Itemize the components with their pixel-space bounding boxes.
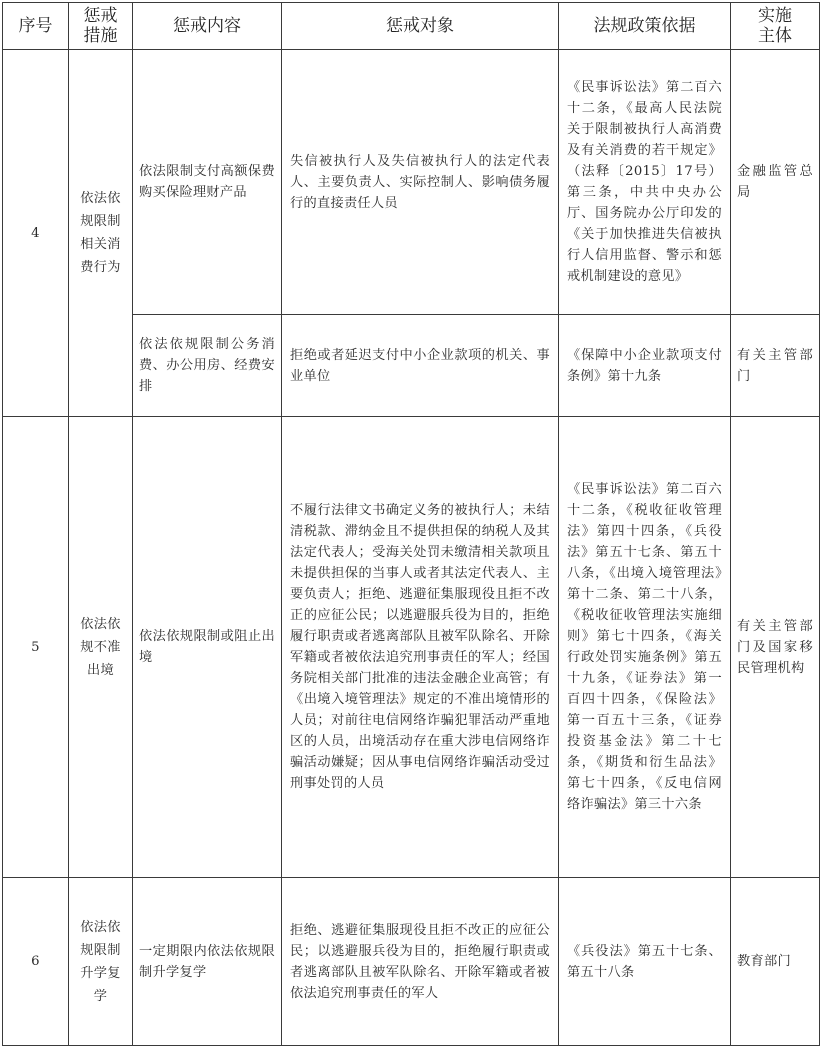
row6-content: 一定期限内依法依规限制升学复学 [133, 878, 282, 1046]
row5-agency: 有关主管部门及国家移民管理机构 [731, 417, 820, 878]
header-basis: 法规政策依据 [559, 3, 731, 50]
row6-basis: 《兵役法》第五十七条、第五十八条 [559, 878, 731, 1046]
row6-no: 6 [3, 878, 69, 1046]
row4b-target: 拒绝或者延迟支付中小企业款项的机关、事业单位 [282, 315, 559, 417]
row4a-basis: 《民事诉讼法》第二百六十二条，《最高人民法院关于限制被执行人高消费及有关消费的若干规定》（法释〔2015〕17号）第三条，中共中央办公厅、国务院办公厅印发的《关于加快推进失信被执行人信用监督、警示和惩戒机制建设的意见》 [559, 50, 731, 315]
table-row [3, 878, 820, 1046]
row4-measure: 依法依规限制相关消费行为 [69, 50, 133, 417]
row6-agency: 教育部门 [731, 878, 820, 1046]
row6-measure: 依法依规限制升学复学 [69, 878, 133, 1046]
row5-measure: 依法依规不准出境 [69, 417, 133, 878]
header-measure-line1: 惩戒 [83, 6, 118, 26]
row5-target: 不履行法律文书确定义务的被执行人；未结清税款、滞纳金且不提供担保的纳税人及其法定代表人；受海关处罚未缴清相关款项且未提供担保的当事人或者其法定代表人、主要负责人；拒绝、逃避征集服现役且拒不改正的应征公民；以逃避服兵役为目的，拒绝履行职责或者逃离部队且被军队除名、开除军籍或者被依法追究刑事责任的军人；经国务院相关部门批准的违法金融企业高管；有《出境入境管理法》规定的不准出境情形的人员；对前往电信网络诈骗犯罪活动严重地区的人员，出境活动存在重大涉电信网络诈骗活动嫌疑；因从事电信网络诈骗活动受过刑事处罚的人员 [282, 417, 559, 878]
header-agency-line1: 实施 [758, 6, 792, 26]
row4b-agency: 有关主管部门 [731, 315, 820, 417]
header-agency [731, 3, 820, 50]
credit-punishment-table [2, 2, 820, 1046]
header-measure-line2: 措施 [83, 26, 118, 46]
table-row [3, 50, 820, 315]
header-no: 序号 [3, 3, 69, 50]
row4b-content: 依法依规限制公务消费、办公用房、经费安排 [133, 315, 282, 417]
row5-basis: 《民事诉讼法》第二百六十二条，《税收征收管理法》第四十四条，《兵役法》第五十七条、第五十八条，《出境入境管理法》第十二条、第二十八条，《税收征收管理法实施细则》第七十四条，《海关行政处罚实施条例》第五十九条，《证券法》第一百四十四条，《保险法》第一百五十三条，《证券投资基金法》第二十七条，《期货和衍生品法》第七十四条，《反电信网络诈骗法》第三十六条 [559, 417, 731, 878]
table-row [3, 417, 820, 878]
row6-target: 拒绝、逃避征集服现役且拒不改正的应征公民；以逃避服兵役为目的，拒绝履行职责或者逃离部队且被军队除名、开除军籍或者被依法追究刑事责任的军人 [282, 878, 559, 1046]
header-content: 惩戒内容 [133, 3, 282, 50]
row4a-agency: 金融监管总局 [731, 50, 820, 315]
row4a-target: 失信被执行人及失信被执行人的法定代表人、主要负责人、实际控制人、影响债务履行的直接责任人员 [282, 50, 559, 315]
row4a-content: 依法限制支付高额保费购买保险理财产品 [133, 50, 282, 315]
row5-content: 依法依规限制或阻止出境 [133, 417, 282, 878]
row5-no: 5 [3, 417, 69, 878]
header-target: 惩戒对象 [282, 3, 559, 50]
header-agency-line2: 主体 [758, 26, 792, 46]
row4-no: 4 [3, 50, 69, 417]
row4b-basis: 《保障中小企业款项支付条例》第十九条 [559, 315, 731, 417]
table-header-row [3, 3, 820, 50]
header-measure [69, 3, 133, 50]
